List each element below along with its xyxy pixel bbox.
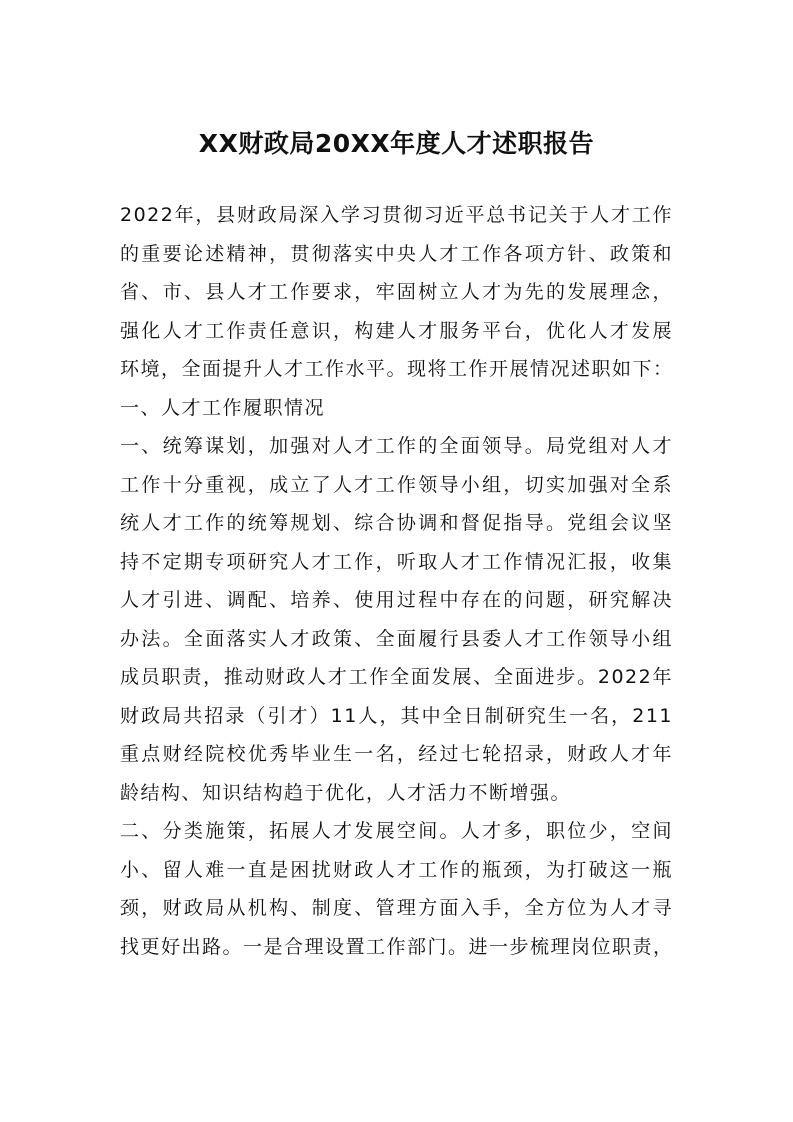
- body-line-2: 的重要论述精神，贯彻落实中央人才工作各项方针、政策和: [120, 242, 673, 265]
- body-line-5: 环境，全面提升人才工作水平。现将工作开展情况述职如下：: [120, 358, 674, 380]
- body-line-4: 强化人才工作责任意识，构建人才服务平台，优化人才发展: [120, 319, 673, 342]
- body-line-10: 持不定期专项研究人才工作，听取人才工作情况汇报，收集: [120, 550, 673, 573]
- body-line-19: 颈，财政局从机构、制度、管理方面入手，全方位为人才寻: [120, 897, 673, 919]
- body-line-18: 小、留人难一直是困扰财政人才工作的瓶颈，为打破这一瓶: [120, 858, 673, 881]
- section-heading: 一、人才工作履职情况: [120, 396, 326, 419]
- document-title: XX财政局20XX年度人才述职报告: [198, 129, 595, 158]
- body-line-20: 找更好出路。一是合理设置工作部门。进一步梳理岗位职责，: [120, 935, 674, 958]
- body-line-9: 统人才工作的统筹规划、综合协调和督促指导。党组会议坚: [120, 512, 673, 534]
- body-line-15: 重点财经院校优秀毕业生一名，经过七轮招录，财政人才年: [120, 743, 673, 765]
- body-line-16: 龄结构、知识结构趋于优化，人才活力不断增强。: [120, 781, 572, 804]
- body-line-12: 办法。全面落实人才政策、全面履行县委人才工作领导小组: [120, 627, 673, 650]
- body-line-13: 成员职责，推动财政人才工作全面发展、全面进步。2022年: [120, 666, 673, 688]
- body-line-3: 省、市、县人才工作要求，牢固树立人才为先的发展理念，: [120, 281, 673, 303]
- body-line-8: 工作十分重视，成立了人才工作领导小组，切实加强对全系: [120, 473, 673, 496]
- body-line-1: 2022年，县财政局深入学习贯彻习近平总书记关于人才工作: [120, 204, 673, 226]
- document-body: [120, 196, 673, 966]
- body-line-11: 人才引进、调配、培养、使用过程中存在的问题，研究解决: [120, 589, 673, 611]
- body-line-14: 财政局共招录（引才）11人，其中全日制研究生一名，211: [120, 704, 673, 727]
- body-line-7: 一、统筹谋划，加强对人才工作的全面领导。局党组对人才: [120, 435, 673, 457]
- body-line-17: 二、分类施策，拓展人才发展空间。人才多，职位少，空间: [120, 820, 673, 842]
